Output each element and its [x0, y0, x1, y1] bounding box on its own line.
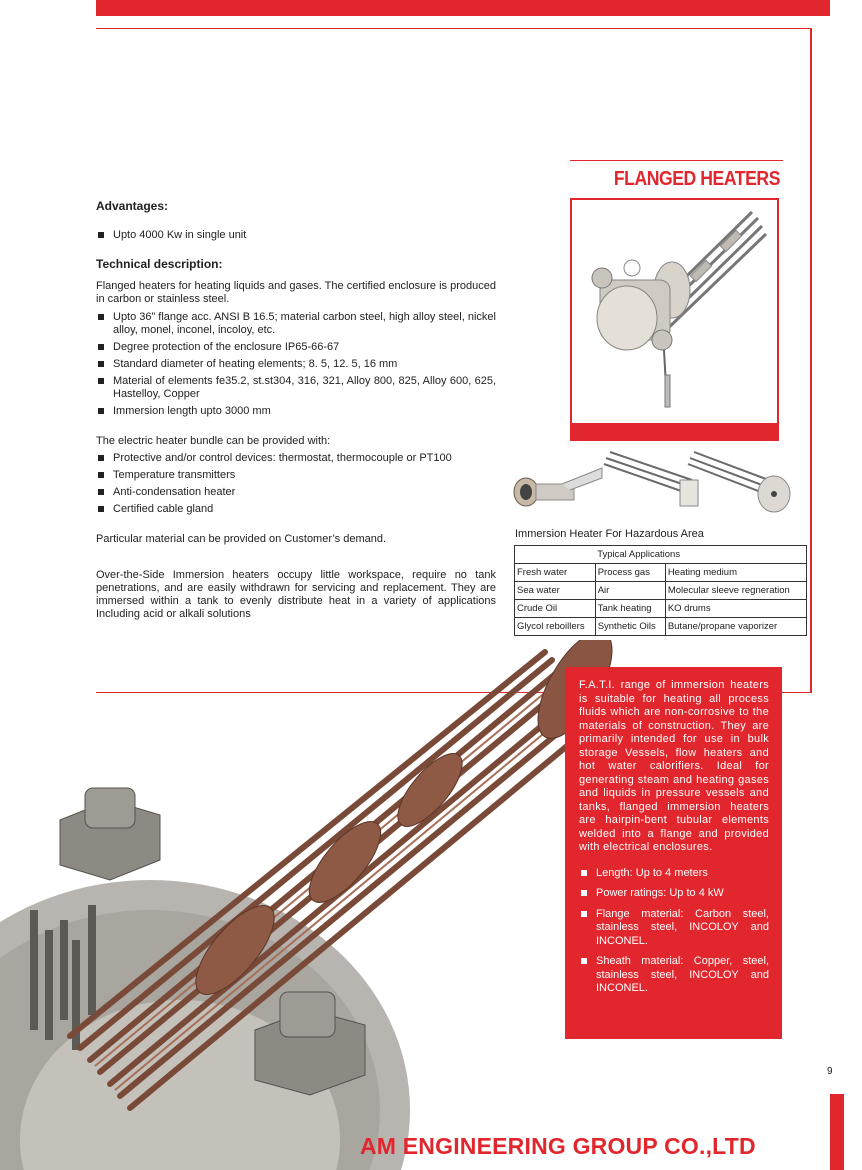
list-item: Standard diameter of heating elements; 8. 5, 12. 5, 16 mm	[96, 358, 496, 371]
large-heater-illustration	[0, 640, 620, 1170]
bundle-intro: The electric heater bundle can be provided with:	[96, 435, 331, 447]
table-cell: Crude Oil	[515, 600, 596, 618]
table-cell: Tank heating	[595, 600, 665, 618]
list-item: Flange material: Carbon steel, stainless steel, INCOLOY and INCONEL.	[579, 908, 769, 949]
table-cell: Process gas	[595, 564, 665, 582]
list-item: Anti-condensation heater	[96, 486, 496, 499]
frame-top-line	[96, 28, 812, 29]
flanged-heater-illustration	[572, 200, 777, 423]
list-item: Protective and/or control devices: thermostat, thermocouple or PT100	[96, 452, 496, 465]
table-cell: Sea water	[515, 582, 596, 600]
table-header: Typical Applications	[595, 546, 806, 564]
table-cell: Synthetic Oils	[595, 618, 665, 636]
advantages-heading: Advantages:	[96, 199, 169, 213]
company-footer: AM ENGINEERING GROUP CO.,LTD	[360, 1133, 756, 1159]
list-item: Temperature transmitters	[96, 469, 496, 482]
heater-product-thumbnails	[512, 448, 802, 522]
top-accent-bar	[96, 0, 830, 16]
right-edge-tab	[830, 1094, 844, 1170]
list-item: Length: Up to 4 meters	[579, 867, 769, 881]
title-rule	[570, 160, 783, 161]
table-cell: Air	[595, 582, 665, 600]
advantages-list	[96, 229, 496, 246]
table-row	[515, 564, 807, 582]
table-cell: Heating medium	[665, 564, 806, 582]
table-header-row	[515, 546, 807, 564]
bolt-icon	[60, 788, 160, 880]
table-row	[515, 582, 807, 600]
list-item: Certified cable gland	[96, 503, 496, 516]
list-item: Upto 4000 Kw in single unit	[96, 229, 496, 242]
page-title: FLANGED HEATERS	[613, 168, 780, 190]
list-item: Power ratings: Up to 4 kW	[579, 887, 769, 901]
thumbnail-1	[514, 468, 602, 506]
description-text: F.A.T.I. range of immersion heaters is suitable for heating all process fluids which are non-corrosive to the materials of construction. They are primarily intended for use in bulk storage Vessels, flow heaters and hot water calorifiers. Ideal for generating steam and heating gases and liquids in pressure vessels and tanks, flanged immersion heaters are hairpin-bent tubular elements welded into a flange and provided with electrical enclosures.	[579, 679, 769, 853]
list-item: Degree protection of the enclosure IP65-66-67	[96, 341, 496, 354]
table-cell: KO drums	[665, 600, 806, 618]
bundle-list	[96, 452, 496, 520]
list-item: Immersion length upto 3000 mm	[96, 405, 496, 418]
table-cell: Butane/propane vaporizer	[665, 618, 806, 636]
table-row	[515, 600, 807, 618]
applications-table	[514, 545, 807, 636]
overside-paragraph: Over-the-Side Immersion heaters occupy little workspace, require no tank penetrations, and are easily withdrawn for servicing and replacement. They are immersed within a tank to evenly distribute heat in a variety of applications Including acid or alkali solutions	[96, 569, 496, 620]
description-box	[565, 667, 782, 1039]
table-cell: Fresh water	[515, 564, 596, 582]
technical-heading: Technical description:	[96, 257, 223, 271]
table-cell: Molecular sleeve regneration	[665, 582, 806, 600]
list-item: Upto 36” flange acc. ANSI B 16.5; material carbon steel, high alloy steel, nickel alloy, monel, inconel, incoloy, etc.	[96, 311, 496, 337]
table-cell: Glycol reboillers	[515, 618, 596, 636]
table-row	[515, 618, 807, 636]
product-photo-frame	[570, 198, 779, 441]
technical-intro: Flanged heaters for heating liquids and gases. The certified enclosure is produced in carbon or stainless steel.	[96, 280, 496, 305]
thumbnail-2	[604, 452, 692, 492]
bundle-note: Particular material can be provided on Customer’s demand.	[96, 533, 387, 545]
technical-list	[96, 311, 496, 422]
hazard-caption: Immersion Heater For Hazardous Area	[515, 528, 704, 540]
frame-right-line	[810, 28, 812, 693]
list-item: Material of elements fe35.2, st.st304, 316, 321, Alloy 800, 825, Alloy 600, 625, Hastelloy, Copper	[96, 375, 496, 401]
list-item: Sheath material: Copper, steel, stainless steel, INCOLOY and INCONEL.	[579, 955, 769, 996]
spec-list	[579, 867, 769, 996]
page-number: 9	[827, 1066, 833, 1077]
photo-frame-band	[572, 423, 777, 439]
